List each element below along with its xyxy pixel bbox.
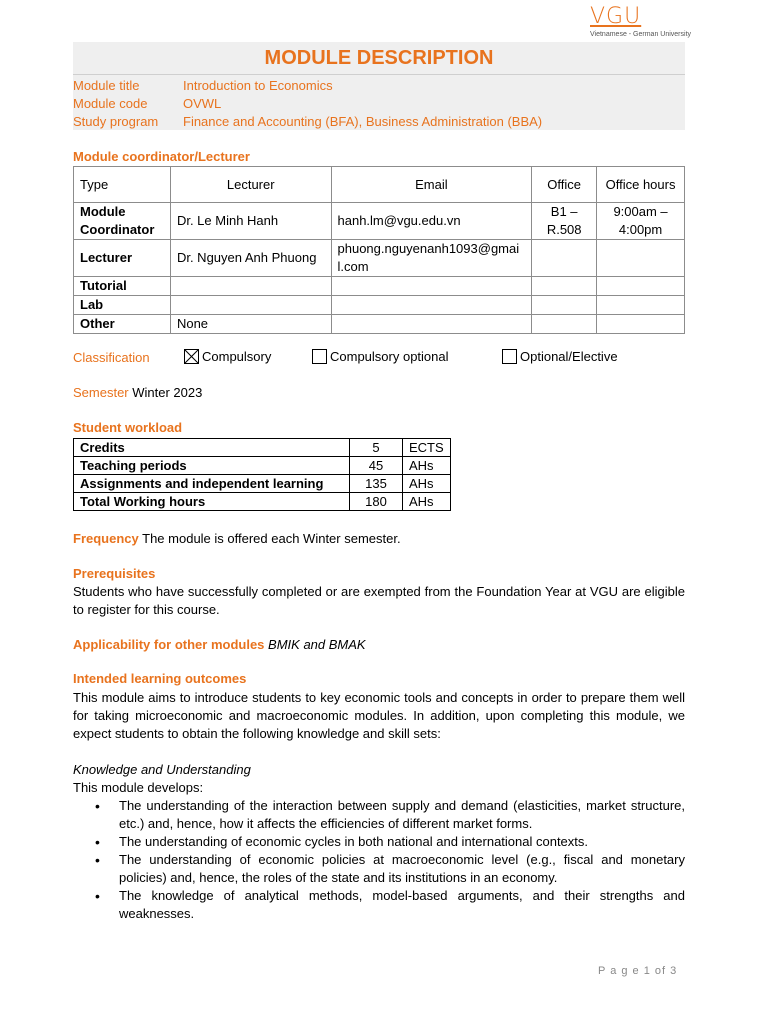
meta-value: OVWL <box>183 96 222 111</box>
list-item: • The understanding of the interaction between supply and demand (elasticities, market structure, etc.) and, hence, how it affects the efficiencies of different market forms. <box>73 797 685 833</box>
checkbox-empty-icon[interactable] <box>312 349 327 364</box>
workload-amount: 180 <box>350 493 403 511</box>
meta-row-module-title <box>73 78 333 93</box>
logo-subtitle: Vietnamese - German University <box>590 31 692 38</box>
col-header-lecturer: Lecturer <box>170 167 331 203</box>
frequency-label: Frequency <box>73 531 139 546</box>
meta-value: Introduction to Economics <box>183 78 333 93</box>
cell-type: Module Coordinator <box>74 203 171 240</box>
workload-unit: ECTS <box>403 439 451 457</box>
vgu-logo <box>590 5 700 38</box>
cell-lecturer: Dr. Nguyen Anh Phuong <box>170 240 331 277</box>
table-row <box>74 296 685 315</box>
outcomes-develops: This module develops: <box>73 780 204 795</box>
outcomes-subheading: Knowledge and Understanding <box>73 762 251 777</box>
cell-email[interactable]: phuong.nguyenanh1093@gmail.com <box>331 240 532 277</box>
list-item: • The understanding of economic policies at macroeconomic level (e.g., fiscal and monetary policies) and, hence, the roles of the state and its institutions in an economy. <box>73 851 685 887</box>
classification-option-elective[interactable] <box>502 349 618 364</box>
workload-amount: 135 <box>350 475 403 493</box>
cell-office <box>532 277 597 296</box>
workload-table <box>73 438 451 511</box>
lecturer-table <box>73 166 685 334</box>
table-row <box>74 315 685 334</box>
cell-email <box>331 315 532 334</box>
col-header-type: Type <box>74 167 171 203</box>
cell-email[interactable]: hanh.lm@vgu.edu.vn <box>331 203 532 240</box>
applicability-value: BMIK and BMAK <box>268 637 366 652</box>
cell-type: Other <box>74 315 171 334</box>
checkbox-checked-icon[interactable] <box>184 349 199 364</box>
table-row <box>74 439 451 457</box>
workload-item: Credits <box>74 439 350 457</box>
semester-label: Semester <box>73 385 129 400</box>
list-item: • The understanding of economic cycles in both national and international contexts. <box>73 833 685 851</box>
classification-label: Classification <box>73 350 150 365</box>
table-header-row <box>74 167 685 203</box>
meta-key: Module code <box>73 96 148 111</box>
outcomes-intro: This module aims to introduce students to key economic tools and concepts in order to prepare them well for taking microeconomic and macroeconomic modules. In addition, upon completing this module, we expect students to obtain the following knowledge and skill sets: <box>73 690 685 741</box>
meta-key: Study program <box>73 114 159 129</box>
table-row <box>74 493 451 511</box>
workload-unit: AHs <box>403 457 451 475</box>
section-coordinator-label: Module coordinator/Lecturer <box>73 149 250 164</box>
applicability-line <box>73 636 685 654</box>
cell-type: Lab <box>74 296 171 315</box>
outcomes-bullet-list <box>73 797 685 923</box>
workload-unit: AHs <box>403 475 451 493</box>
cell-type: Tutorial <box>74 277 171 296</box>
cell-type: Lecturer <box>74 240 171 277</box>
page-number: P a g e 1 of 3 <box>598 965 678 977</box>
prerequisites-text: Students who have successfully completed or are exempted from the Foundation Year at VGU are eligible to register for this course. <box>73 584 685 617</box>
cell-office: B1 – R.508 <box>532 203 597 240</box>
prerequisites-label: Prerequisites <box>73 566 156 581</box>
checkbox-empty-icon[interactable] <box>502 349 517 364</box>
cell-hours <box>597 315 685 334</box>
cell-lecturer <box>170 277 331 296</box>
semester-value: Winter 2023 <box>132 385 203 400</box>
workload-unit: AHs <box>403 493 451 511</box>
cell-hours: 9:00am – 4:00pm <box>597 203 685 240</box>
meta-key: Module title <box>73 78 140 93</box>
cell-lecturer: None <box>170 315 331 334</box>
cell-lecturer <box>170 296 331 315</box>
frequency-line <box>73 530 685 548</box>
cell-hours <box>597 296 685 315</box>
table-row <box>74 240 685 277</box>
list-item: • The knowledge of analytical methods, model-based arguments, and their strengths and weaknesses. <box>73 887 685 923</box>
table-row <box>74 203 685 240</box>
page-title: MODULE DESCRIPTION <box>264 47 494 69</box>
cell-office <box>532 240 597 277</box>
workload-amount: 5 <box>350 439 403 457</box>
col-header-office: Office <box>532 167 597 203</box>
header-divider <box>73 74 685 75</box>
cell-office <box>532 296 597 315</box>
table-row <box>74 475 451 493</box>
cell-hours <box>597 277 685 296</box>
col-header-email: Email <box>331 167 532 203</box>
workload-amount: 45 <box>350 457 403 475</box>
table-row <box>74 277 685 296</box>
option-label: Compulsory optional <box>330 349 449 364</box>
table-row <box>74 457 451 475</box>
semester-line <box>73 384 685 402</box>
classification-option-compulsory-optional[interactable] <box>312 349 449 364</box>
cell-email <box>331 296 532 315</box>
option-label: Optional/Elective <box>520 349 618 364</box>
workload-item: Teaching periods <box>74 457 350 475</box>
col-header-hours: Office hours <box>597 167 685 203</box>
outcomes-label: Intended learning outcomes <box>73 671 247 686</box>
cell-lecturer: Dr. Le Minh Hanh <box>170 203 331 240</box>
meta-row-study-program <box>73 114 542 129</box>
classification-option-compulsory[interactable] <box>184 349 271 364</box>
workload-item: Assignments and independent learning <box>74 475 350 493</box>
meta-row-module-code <box>73 96 221 111</box>
meta-value: Finance and Accounting (BFA), Business Administration (BBA) <box>183 114 543 129</box>
cell-hours <box>597 240 685 277</box>
option-label: Compulsory <box>202 349 272 364</box>
workload-label: Student workload <box>73 420 183 435</box>
frequency-value: The module is offered each Winter semester. <box>142 531 401 546</box>
cell-email <box>331 277 532 296</box>
workload-item: Total Working hours <box>74 493 350 511</box>
logo-mark: VGU <box>590 4 642 29</box>
cell-office <box>532 315 597 334</box>
applicability-label: Applicability for other modules <box>73 637 265 652</box>
